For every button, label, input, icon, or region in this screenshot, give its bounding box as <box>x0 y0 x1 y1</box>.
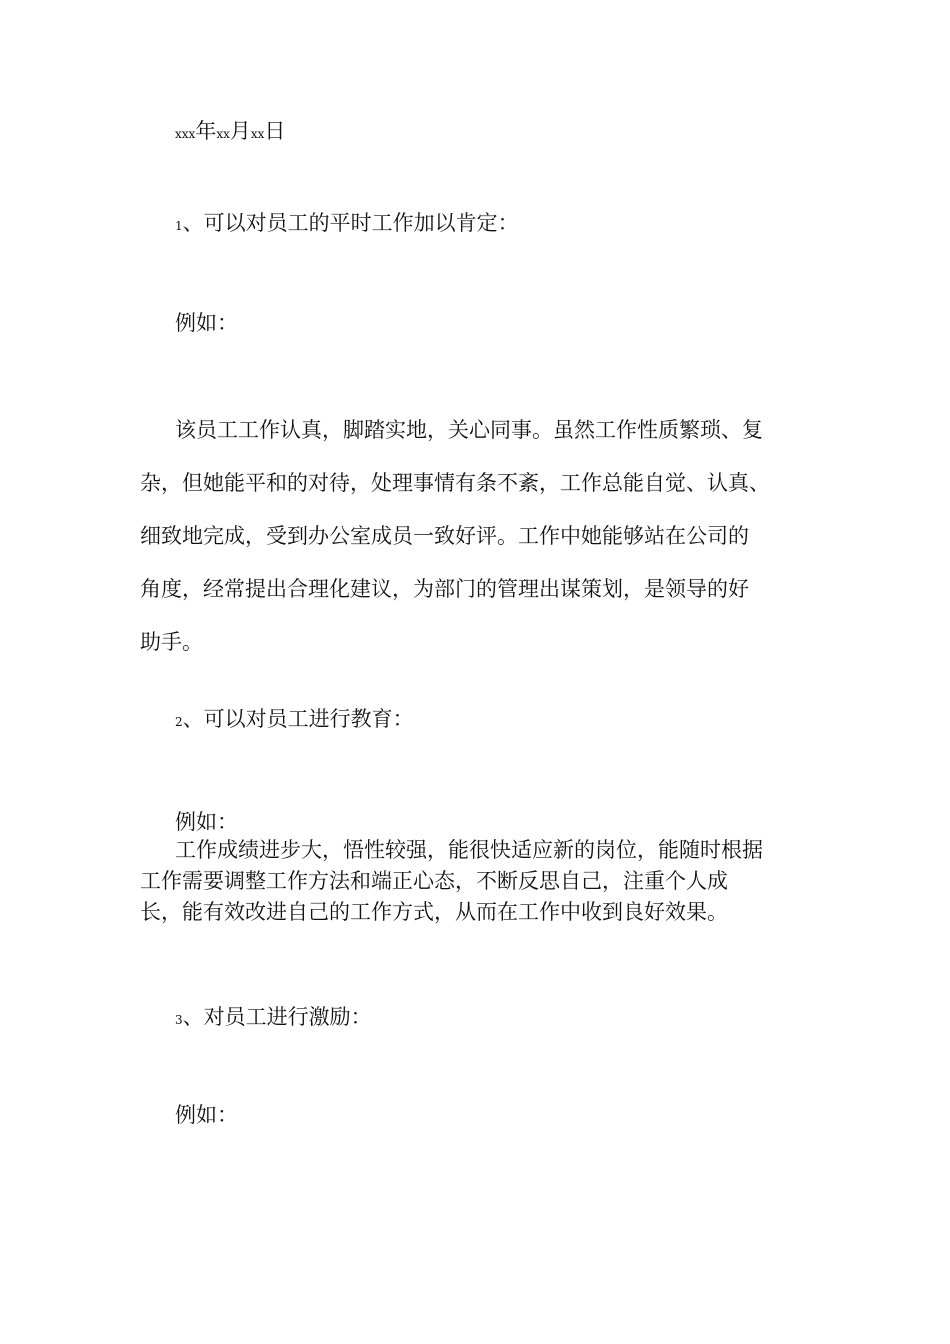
section2-paragraph <box>140 835 805 928</box>
section2-number: 2 <box>175 715 183 729</box>
section3-heading-text: 、对员工进行激励： <box>182 1005 372 1029</box>
paragraph-line: 工作成绩进步大，悟性较强，能很快适应新的岗位，能随时根据 <box>175 838 763 862</box>
section1-example-label: 例如： <box>175 311 238 335</box>
section2-example-label: 例如： <box>175 810 238 834</box>
paragraph-line: 杂，但她能平和的对待，处理事情有条不紊，工作总能自觉、认真、 <box>140 471 770 495</box>
section1-heading <box>175 209 519 240</box>
date-line <box>175 117 285 148</box>
section1-heading-text: 、可以对员工的平时工作加以肯定： <box>182 211 519 235</box>
paragraph-line: 角度，经常提出合理化建议，为部门的管理出谋策划，是领导的好 <box>140 577 749 601</box>
paragraph-line: 工作需要调整工作方法和端正心态，不断反思自己，注重个人成 <box>140 869 728 893</box>
date-month: xx <box>216 127 230 141</box>
paragraph-line: 助手。 <box>140 630 203 654</box>
section3-heading <box>175 1003 372 1034</box>
section2-heading <box>175 705 414 736</box>
paragraph-line: 细致地完成，受到办公室成员一致好评。工作中她能够站在公司的 <box>140 524 749 548</box>
date-year-char: 年 <box>195 119 217 143</box>
date-day-char: 日 <box>264 119 286 143</box>
date-year: xxx <box>175 127 196 141</box>
section3-number: 3 <box>175 1013 183 1027</box>
section3-example-label: 例如： <box>175 1103 238 1127</box>
paragraph-line: 该员工工作认真，脚踏实地，关心同事。虽然工作性质繁琐、复 <box>175 418 763 442</box>
section1-paragraph <box>140 404 805 669</box>
section1-number: 1 <box>175 219 183 233</box>
date-month-char: 月 <box>229 119 251 143</box>
paragraph-line: 长，能有效改进自己的工作方式，从而在工作中收到良好效果。 <box>140 900 728 924</box>
section2-heading-text: 、可以对员工进行教育： <box>182 707 414 731</box>
date-day: xx <box>250 127 265 141</box>
